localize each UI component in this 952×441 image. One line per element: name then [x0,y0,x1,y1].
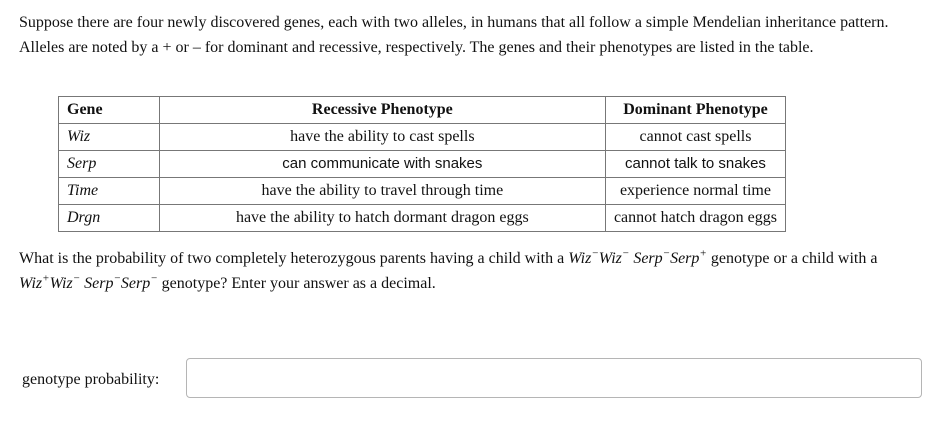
recessive-phenotype: have the ability to hatch dormant dragon eggs [159,205,605,232]
intro-paragraph: Suppose there are four newly discovered genes, each with two alleles, in humans that all follow a simple Mendelian inheritance pattern. Alleles are noted by a + or – for dominant and recessive, respectively. The genes and their phenotypes are listed in the table. [19,14,889,56]
recessive-phenotype: can communicate with snakes [159,151,605,178]
table-header-row [59,97,786,124]
question-part1: What is the probability of two completely heterozygous parents having a child with a [19,250,565,267]
gene-name: Wiz [59,124,160,151]
header-gene: Gene [59,97,160,124]
gene-name: Drgn [59,205,160,232]
table-row [59,178,786,205]
question-part2: genotype or a child with a [706,250,878,267]
question-text [19,246,934,296]
table-row [59,205,786,232]
dominant-phenotype: cannot hatch dragon eggs [605,205,785,232]
answer-label: genotype probability: [22,371,160,388]
dominant-phenotype: cannot talk to snakes [605,151,785,178]
gene-table [58,96,786,232]
genotype-one: Wiz−Wiz− Serp−Serp+ [568,247,707,267]
header-recessive: Recessive Phenotype [159,97,605,124]
table-row [59,151,786,178]
recessive-phenotype: have the ability to travel through time [159,178,605,205]
gene-name: Time [59,178,160,205]
recessive-phenotype: have the ability to cast spells [159,124,605,151]
header-dominant: Dominant Phenotype [605,97,785,124]
question-part3: genotype? Enter your answer as a decimal. [157,275,436,292]
dominant-phenotype: cannot cast spells [605,124,785,151]
genotype-two: Wiz+Wiz− Serp−Serp− [19,272,158,292]
genotype-probability-input[interactable] [186,358,922,398]
table-row [59,124,786,151]
gene-name: Serp [59,151,160,178]
dominant-phenotype: experience normal time [605,178,785,205]
